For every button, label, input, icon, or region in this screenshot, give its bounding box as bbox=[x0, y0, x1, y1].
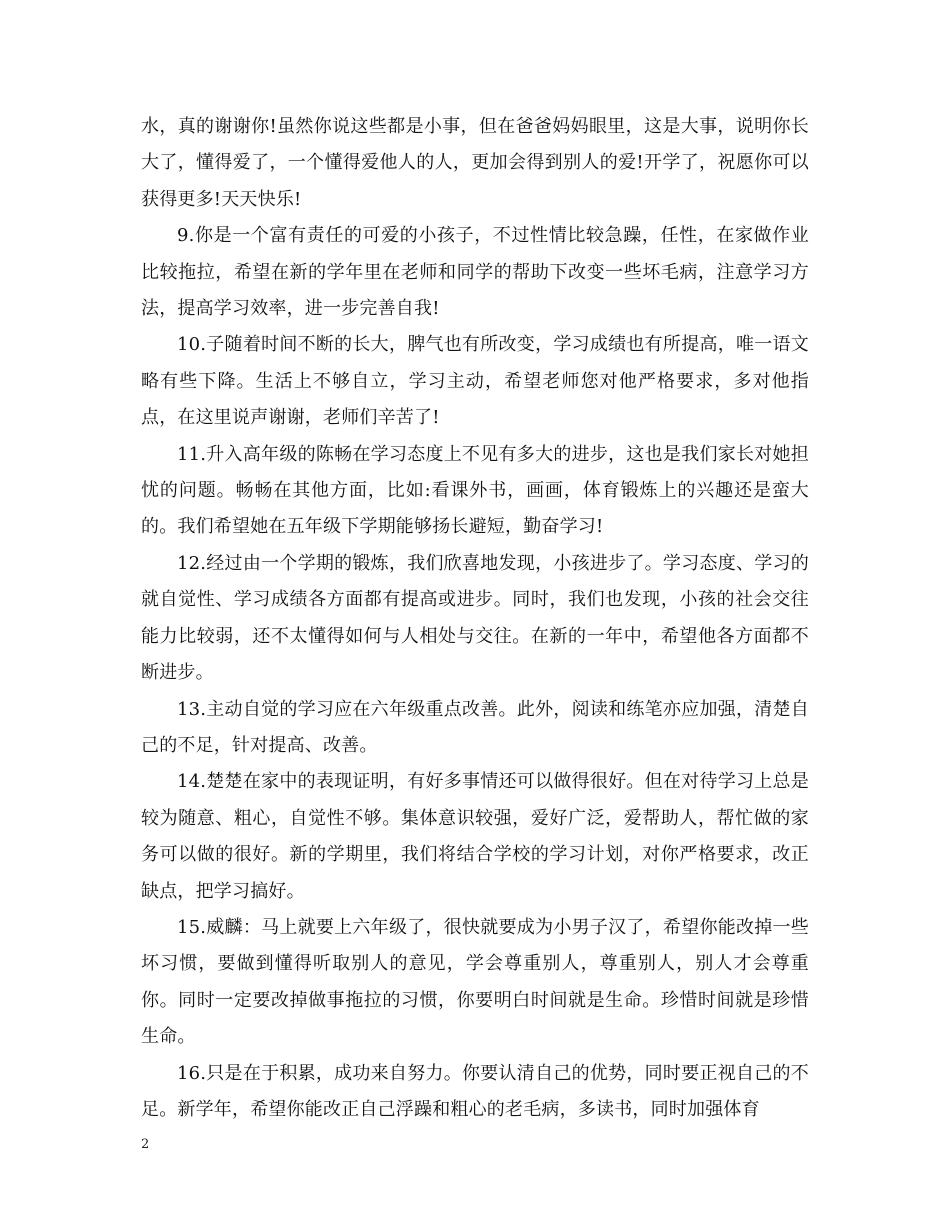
paragraph-item-16: 16.只是在于积累，成功来自努力。你要认清自己的优势，同时要正视自己的不足。新学年，希望你能改正自己浮躁和粗心的老毛病，多读书，同时加强体育 bbox=[141, 1062, 809, 1120]
document-body bbox=[141, 109, 809, 1128]
paragraph-item-15: 15.威麟：马上就要上六年级了，很快就要成为小男子汉了，希望你能改掉一些坏习惯，要做到懂得听取别人的意见，学会尊重别人，尊重别人，别人才会尊重你。同时一定要改掉做事拖拉的习惯，你要明白时间就是生命。珍惜时间就是珍惜生命。 bbox=[141, 916, 809, 1048]
paragraph-item-9: 9.你是一个富有责任的可爱的小孩子，不过性情比较急躁，任性，在家做作业比较拖拉，希望在新的学年里在老师和同学的帮助下改变一些坏毛病，注意学习方法，提高学习效率，进一步完善自我! bbox=[141, 225, 809, 320]
paragraph-item-10: 10.子随着时间不断的长大，脾气也有所改变，学习成绩也有所提高，唯一语文略有些下降。生活上不够自立，学习主动，希望老师您对他严格要求，多对他指点，在这里说声谢谢，老师们辛苦了! bbox=[141, 334, 809, 429]
paragraph-item-14: 14.楚楚在家中的表现证明，有好多事情还可以做得很好。但在对待学习上总是较为随意、粗心，自觉性不够。集体意识较强，爱好广泛，爱帮助人，帮忙做的家务可以做的很好。新的学期里，我们将结合学校的学习计划，对你严格要求，改正缺点，把学习搞好。 bbox=[141, 771, 809, 902]
paragraph-item-12: 12.经过由一个学期的锻炼，我们欣喜地发现，小孩进步了。学习态度、学习的就自觉性、学习成绩各方面都有提高或进步。同时，我们也发现，小孩的社会交往能力比较弱，还不太懂得如何与人相处与交往。在新的一年中，希望他各方面都不断进步。 bbox=[141, 552, 809, 684]
paragraph-item-13: 13.主动自觉的学习应在六年级重点改善。此外，阅读和练笔亦应加强，清楚自己的不足，针对提高、改善。 bbox=[141, 698, 809, 756]
paragraph-item-11: 11.升入高年级的陈畅在学习态度上不见有多大的进步，这也是我们家长对她担忧的问题。畅畅在其他方面，比如:看课外书，画画，体育锻炼上的兴趣还是蛮大的。我们希望她在五年级下学期能够扬长避短，勤奋学习! bbox=[141, 443, 809, 538]
page-number: 2 bbox=[141, 1137, 150, 1152]
paragraph-continuation: 水，真的谢谢你!虽然你说这些都是小事，但在爸爸妈妈眼里，这是大事，说明你长大了，懂得爱了，一个懂得爱他人的人，更加会得到别人的爱!开学了，祝愿你可以获得更多!天天快乐! bbox=[141, 116, 809, 210]
